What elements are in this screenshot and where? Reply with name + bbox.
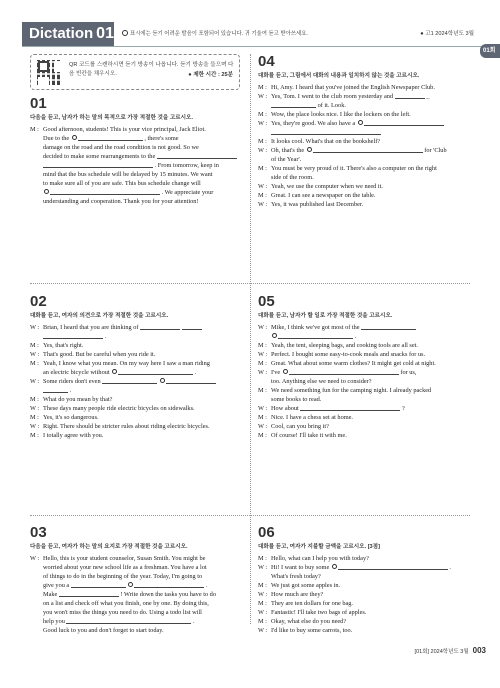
script-text: . — [193, 618, 195, 625]
fill-blank[interactable] — [78, 134, 143, 141]
speaker-label — [258, 128, 271, 137]
script-text: Brian, I heard that you are thinking of — [43, 324, 139, 331]
script-line — [30, 350, 250, 359]
listen-q-icon — [112, 369, 117, 374]
script-line — [258, 626, 473, 635]
script-line — [30, 188, 250, 197]
section-05 — [258, 294, 473, 440]
script-text: We need something fun for the camping night. I already packed — [271, 387, 432, 394]
question-number: 05 — [258, 293, 275, 310]
question-number: 04 — [258, 53, 275, 70]
script-text: . — [194, 369, 197, 376]
script-line — [30, 404, 250, 413]
speaker-label: M : — [258, 555, 267, 562]
listen-q-icon — [122, 30, 128, 36]
speaker-label — [258, 101, 271, 110]
page-footer: [01회] 2024학년도 3월 003 — [414, 646, 486, 655]
fill-blank[interactable] — [71, 581, 126, 588]
script-line — [258, 590, 473, 599]
script-line — [258, 200, 473, 209]
script-text: mind that the bus schedule will be delayed by 15 minutes. We want — [43, 171, 213, 178]
speaker-label — [30, 617, 43, 626]
question-number: 01 — [30, 95, 47, 112]
script-line — [258, 404, 473, 413]
script-line — [30, 617, 250, 626]
script-text: . — [449, 564, 451, 571]
fill-blank[interactable] — [361, 323, 416, 330]
script-text: Due to the — [43, 135, 70, 142]
script-text: ! Write down the tasks you have to do — [120, 591, 216, 598]
script-line — [258, 101, 473, 110]
script-line — [258, 182, 473, 191]
script-line — [30, 323, 250, 332]
page-header — [22, 22, 486, 46]
fill-blank[interactable] — [43, 161, 153, 168]
script-text: I've — [271, 369, 281, 376]
question-number: 03 — [30, 524, 47, 541]
speaker-label: M : — [258, 360, 267, 367]
question-number: 06 — [258, 524, 275, 541]
script-text: Hi! I want to buy some — [271, 564, 330, 571]
speaker-label: M : — [258, 600, 267, 607]
speaker-label — [30, 179, 43, 188]
listen-q-icon — [332, 564, 337, 569]
script-text: worried about your new school life as a freshman. You have a lot — [43, 564, 207, 571]
script-line — [258, 617, 473, 626]
script-line — [30, 431, 250, 440]
speaker-label: W : — [258, 405, 268, 412]
script-line — [30, 413, 250, 422]
fill-blank[interactable] — [182, 323, 202, 330]
speaker-label: W : — [258, 369, 268, 376]
script-text: Great. What about some warm clothes? It might get cold at night. — [271, 360, 436, 367]
header-note: 표시에는 듣기 어려운 발음이 포함되어 있습니다. 귀 기울여 듣고 받아쓰세요. — [122, 29, 308, 37]
script-line — [30, 197, 250, 206]
script-text: Cool, can you bring it? — [271, 423, 329, 430]
speaker-label: M : — [258, 342, 267, 349]
script-text: Good afternoon, students! This is your vice principal, Jack Eliot. — [43, 126, 206, 133]
script-line — [30, 590, 250, 599]
speaker-label — [30, 608, 43, 617]
speaker-label — [30, 368, 43, 377]
speaker-label: W : — [258, 564, 268, 571]
speaker-label: W : — [30, 324, 40, 331]
script-line — [258, 377, 473, 386]
script-line — [30, 572, 250, 581]
script-text: of the Year'. — [271, 156, 302, 163]
script-text: . From tomorrow, keep in — [154, 162, 219, 169]
fill-blank[interactable] — [134, 581, 204, 588]
speaker-label: W : — [258, 591, 268, 598]
script-text: Yeah, I know what you mean. On my way here I saw a man riding — [43, 360, 210, 367]
question-instruction: 대화를 듣고, 여자의 의견으로 가장 적절한 것을 고르시오. — [30, 313, 169, 319]
script-text: What do you mean by that? — [43, 396, 113, 403]
script-line — [258, 332, 473, 341]
script-text: . — [69, 387, 72, 394]
script-text: on a list and check off what you finish, one by one. By doing this, — [43, 600, 209, 607]
script-text: These days many people ride electric bicycles on sidewalks. — [43, 405, 195, 412]
script-text: . — [354, 333, 357, 340]
script-text: Some riders don't even — [43, 378, 101, 385]
speaker-label: M : — [258, 138, 267, 145]
script-text: Hello, this is your student counselor, Susan Smith. You might be — [43, 555, 206, 562]
speaker-label: W : — [258, 93, 268, 100]
speaker-label — [258, 377, 271, 386]
listen-q-icon — [307, 147, 312, 152]
speaker-label: M : — [258, 192, 267, 199]
speaker-label — [30, 581, 43, 590]
script-line — [30, 368, 250, 377]
speaker-label — [30, 197, 43, 206]
fill-blank[interactable] — [313, 146, 423, 153]
fill-blank[interactable] — [118, 368, 193, 375]
section-04 — [258, 54, 473, 209]
script-line — [30, 599, 250, 608]
script-text: Yes, it was published last December. — [271, 201, 364, 208]
script-line — [258, 422, 473, 431]
script-line — [258, 323, 473, 332]
script-line — [258, 368, 473, 377]
speaker-label: W : — [258, 201, 268, 208]
speaker-label: W : — [258, 183, 268, 190]
fill-blank[interactable] — [59, 590, 119, 597]
script-line — [258, 572, 473, 581]
listen-q-icon — [128, 582, 133, 587]
script-text: I totally agree with you. — [43, 432, 104, 439]
script-text: Good luck to you and don't forget to start today. — [43, 627, 164, 634]
script-line — [30, 563, 250, 572]
script-line — [30, 341, 250, 350]
script-text: Oh, that's the — [271, 147, 305, 154]
script-line — [30, 377, 250, 386]
fill-blank[interactable] — [278, 332, 353, 339]
speaker-label — [30, 170, 43, 179]
speaker-label: M : — [258, 387, 267, 394]
time-limit: ● 제한 시간 : 25분 — [188, 72, 233, 78]
question-instruction: 다음을 듣고, 여자가 하는 말의 요지로 가장 적절한 것을 고르시오. — [30, 544, 188, 550]
fill-blank[interactable] — [364, 119, 444, 126]
script-text: Yes, they're good. We also have a — [271, 120, 356, 127]
fill-blank[interactable] — [50, 188, 160, 195]
script-line — [30, 143, 250, 152]
header-rule — [22, 46, 486, 47]
script-line — [30, 395, 250, 404]
fill-blank[interactable] — [43, 386, 68, 393]
fill-blank[interactable] — [140, 323, 180, 330]
section-02 — [30, 294, 250, 440]
script-line — [30, 161, 250, 170]
speaker-label — [258, 572, 271, 581]
speaker-label: W : — [30, 555, 40, 562]
script-text: for 'Club — [424, 147, 447, 154]
script-text: Mike, I think we've got most of the — [271, 324, 360, 331]
script-text: some books to read. — [271, 396, 322, 403]
script-text: How much are they? — [271, 591, 324, 598]
script-text: Okay, what else do you need? — [271, 618, 347, 625]
script-text: Yeah, we use the computer when we need it. — [271, 183, 383, 190]
question-instruction: 대화를 듣고, 그림에서 대화의 내용과 일치하지 않는 것을 고르시오. — [258, 73, 420, 79]
script-text: help you — [43, 618, 65, 625]
script-text: ? — [401, 405, 405, 412]
speaker-label — [258, 395, 271, 404]
script-line — [258, 164, 473, 173]
script-line — [258, 128, 473, 137]
listen-q-icon — [44, 189, 49, 194]
qr-info-box — [30, 54, 240, 90]
speaker-label — [258, 173, 271, 182]
script-text: decided to make some rearrangements to the — [43, 153, 156, 160]
script-text: an electric bicycle without — [43, 369, 110, 376]
script-text: Nice. I have a chess set at home. — [271, 414, 354, 421]
script-text: . We appreciate your — [161, 189, 214, 196]
script-text: Of course! I'll take it with me. — [271, 432, 347, 439]
section-01 — [30, 96, 250, 206]
script-text: understanding and cooperation. Thank you for your attention! — [43, 198, 199, 205]
speaker-label: M : — [258, 414, 267, 421]
script-text: Right. There should be stricter rules about riding electric bicycles. — [43, 423, 210, 430]
speaker-label: M : — [30, 432, 39, 439]
fill-blank[interactable] — [271, 101, 316, 108]
script-text: , there's some — [144, 135, 179, 142]
speaker-label: M : — [258, 432, 267, 439]
script-line — [258, 350, 473, 359]
script-text: . — [205, 582, 208, 589]
script-text: They are ten dollars for one bag. — [271, 600, 354, 607]
script-line — [258, 137, 473, 146]
script-text: How about — [271, 405, 299, 412]
speaker-label — [30, 572, 43, 581]
column-divider — [250, 54, 251, 624]
qr-instruction: QR 코드를 스캔하시면 듣기 방송이 나옵니다. 듣기 방송을 들으며 다음 빈칸을 채우시오. — [69, 62, 234, 77]
fill-blank[interactable] — [271, 128, 381, 135]
script-line — [258, 155, 473, 164]
script-text: you won't miss the things you need to do. Using a todo list will — [43, 609, 202, 616]
speaker-label: M : — [30, 342, 39, 349]
speaker-label: W : — [258, 147, 268, 154]
fill-blank[interactable] — [157, 152, 237, 159]
script-text: side of the room. — [271, 174, 314, 181]
speaker-label: M : — [30, 360, 39, 367]
speaker-label — [30, 626, 43, 635]
question-number: 02 — [30, 293, 47, 310]
speaker-label: W : — [258, 423, 268, 430]
script-line — [30, 422, 250, 431]
script-line — [258, 608, 473, 617]
script-line — [258, 92, 473, 101]
speaker-label: W : — [258, 351, 268, 358]
section-06 — [258, 525, 473, 635]
listen-q-icon — [72, 135, 77, 140]
script-line — [30, 179, 250, 188]
script-text: to make sure all of you are safe. This bus schedule change will — [43, 180, 201, 187]
script-line — [30, 332, 250, 341]
script-text: It looks cool. What's that on the bookshelf? — [271, 138, 381, 145]
speaker-label — [30, 590, 43, 599]
script-text: . — [104, 333, 107, 340]
fill-blank[interactable] — [102, 377, 157, 384]
script-line — [30, 152, 250, 161]
speaker-label: W : — [30, 405, 40, 412]
script-text: Yeah, the tent, sleeping bags, and cooking tools are all set. — [271, 342, 418, 349]
script-line — [258, 395, 473, 404]
page-number: 003 — [472, 646, 486, 655]
speaker-label: W : — [30, 351, 40, 358]
question-instruction: 대화를 듣고, 여자가 지불할 금액을 고르시오. [3점] — [258, 544, 380, 550]
script-line — [258, 599, 473, 608]
script-line — [258, 110, 473, 119]
fill-blank[interactable] — [338, 563, 448, 570]
speaker-label — [30, 563, 43, 572]
script-text: Hello, what can I help you with today? — [271, 555, 369, 562]
script-text: Make — [43, 591, 58, 598]
speaker-label — [30, 332, 43, 341]
script-line — [30, 554, 250, 563]
script-line — [30, 125, 250, 134]
script-text: Hi, Amy. I heard that you've joined the English Newspaper Club. — [271, 84, 435, 91]
fill-blank[interactable] — [43, 332, 103, 339]
listen-q-icon — [358, 120, 363, 125]
listen-q-icon — [283, 369, 288, 374]
script-text: You must be very proud of it. There's also a computer on the right — [271, 165, 437, 172]
script-line — [258, 554, 473, 563]
script-line — [258, 146, 473, 155]
fill-blank[interactable] — [166, 377, 216, 384]
speaker-label — [30, 134, 43, 143]
script-text: Perfect. I bought some easy-to-cook meals and snacks for us. — [271, 351, 426, 358]
script-line — [258, 563, 473, 572]
script-text: damage on the road and the road condition is not good. So we — [43, 144, 199, 151]
fill-blank[interactable] — [300, 404, 400, 411]
speaker-label — [30, 188, 43, 197]
speaker-label — [258, 155, 271, 164]
speaker-label: W : — [30, 378, 40, 385]
script-line — [258, 431, 473, 440]
speaker-label: W : — [258, 120, 268, 127]
speaker-label — [30, 152, 43, 161]
listen-q-icon — [272, 333, 277, 338]
script-text: I'd like to buy some carrots, too. — [271, 627, 353, 634]
speaker-label — [30, 386, 43, 395]
speaker-label: M : — [30, 126, 39, 133]
script-line — [258, 581, 473, 590]
script-line — [258, 359, 473, 368]
speaker-label — [258, 332, 271, 341]
row-divider — [30, 515, 470, 516]
dictation-title: Dictation 01 — [22, 22, 114, 46]
speaker-label: M : — [258, 618, 267, 625]
script-line — [30, 608, 250, 617]
question-instruction: 다음을 듣고, 남자가 하는 말의 목적으로 가장 적절한 것을 고르시오. — [30, 115, 193, 121]
script-text: Wow, the place looks nice. I like the lockers on the left. — [271, 111, 411, 118]
section-03 — [30, 525, 250, 635]
script-text: We just got some apples in. — [271, 582, 341, 589]
script-text: Yes, that's right. — [43, 342, 84, 349]
script-text: That's good. But be careful when you ride it. — [43, 351, 156, 358]
speaker-label: M : — [30, 414, 39, 421]
script-text: too. Anything else we need to consider? — [271, 378, 372, 385]
speaker-label: M : — [258, 84, 267, 91]
speaker-label: M : — [30, 396, 39, 403]
script-line — [30, 581, 250, 590]
script-line — [258, 341, 473, 350]
script-text: Yes, Tom. I went to the club room yesterday and — [271, 93, 394, 100]
qr-code-icon[interactable] — [37, 60, 62, 85]
speaker-label: W : — [258, 324, 268, 331]
fill-blank[interactable] — [395, 92, 425, 99]
speaker-label — [30, 143, 43, 152]
script-line — [30, 359, 250, 368]
script-line — [258, 119, 473, 128]
script-line — [30, 626, 250, 635]
side-tab: 01회 — [480, 44, 500, 58]
script-text: Yes, it's so dangerous. — [43, 414, 99, 421]
script-line — [30, 386, 250, 395]
speaker-label — [30, 161, 43, 170]
question-instruction: 대화를 듣고, 남자가 할 일로 가장 적절한 것을 고르시오. — [258, 313, 393, 319]
script-line — [258, 413, 473, 422]
exam-source: ● 고1 2024학년도 3월 — [420, 31, 474, 37]
script-text: Great. I can see a newspaper on the table. — [271, 192, 376, 199]
fill-blank[interactable] — [66, 617, 191, 624]
script-text: for us, — [400, 369, 417, 376]
script-text: of it. Look. — [317, 102, 346, 109]
speaker-label: W : — [258, 627, 268, 634]
row-divider — [30, 283, 470, 284]
script-line — [258, 386, 473, 395]
script-line — [30, 134, 250, 143]
script-text: What's fresh today? — [271, 573, 321, 580]
speaker-label: W : — [258, 609, 268, 616]
script-text: Fantastic! I'll take two bags of apples. — [271, 609, 367, 616]
speaker-label — [30, 599, 43, 608]
script-line — [30, 170, 250, 179]
script-line — [258, 173, 473, 182]
script-line — [258, 83, 473, 92]
script-text: of things to do in the beginning of the year. Today, I'm going to — [43, 573, 203, 580]
script-text: _ — [426, 93, 430, 100]
speaker-label: W : — [30, 423, 40, 430]
script-line — [258, 191, 473, 200]
fill-blank[interactable] — [289, 368, 399, 375]
speaker-label: M : — [258, 165, 267, 172]
listen-q-icon — [160, 378, 165, 383]
speaker-label: M : — [258, 582, 267, 589]
script-text: give you a — [43, 582, 70, 589]
speaker-label: M : — [258, 111, 267, 118]
